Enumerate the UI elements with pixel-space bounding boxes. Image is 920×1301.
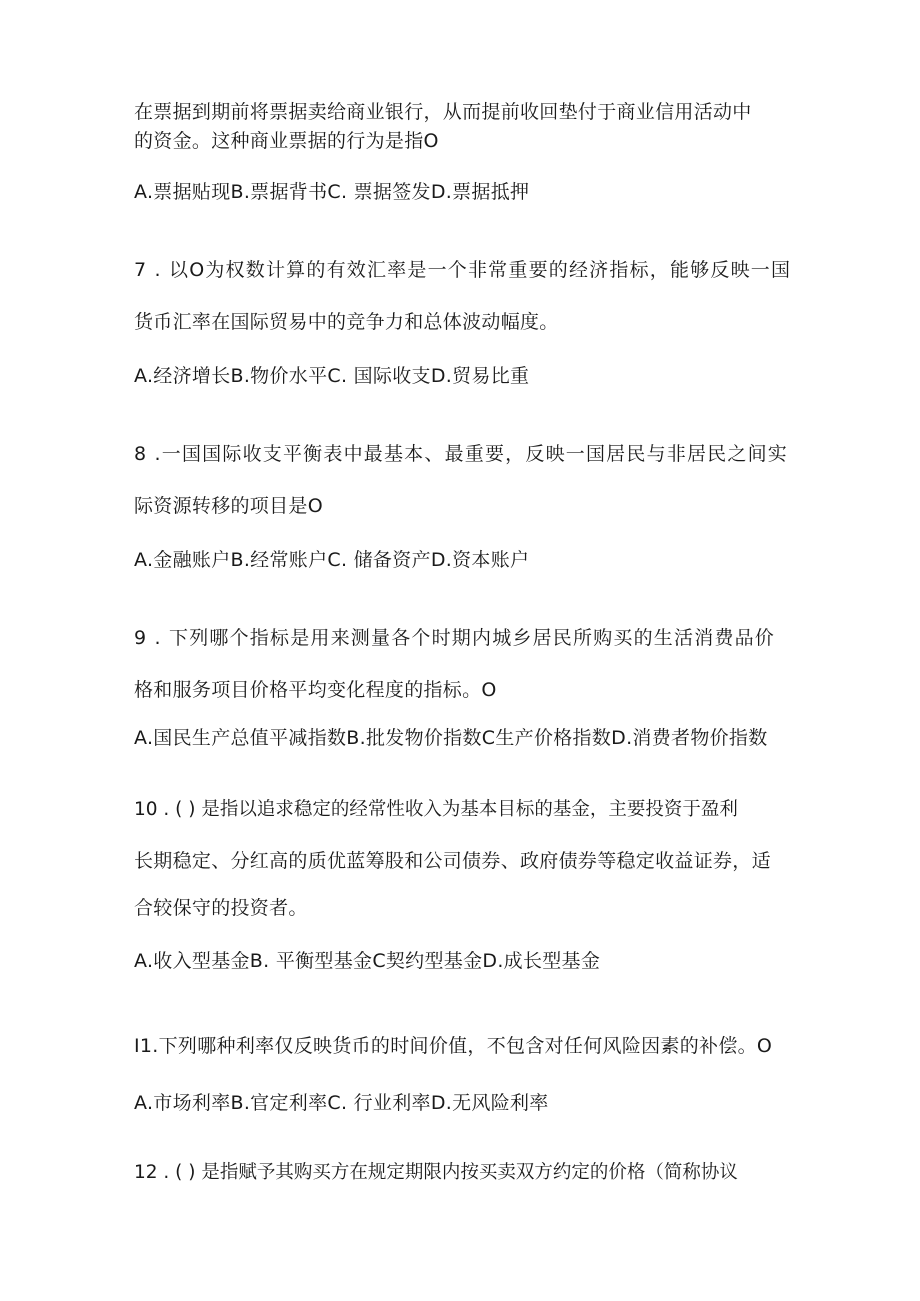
option-line: A.市场利率B.官定利率C. 行业利率D.无风险利率	[134, 1092, 549, 1114]
text-line: 合较保守的投资者。	[134, 897, 308, 919]
text-line: 格和服务项目价格平均变化程度的指标。O	[134, 679, 497, 701]
option-line: A.收入型基金B. 平衡型基金C契约型基金D.成长型基金	[134, 950, 601, 972]
question-line: 10 . ( ) 是指以追求稳定的经常性收入为基本目标的基金，主要投资于盈利	[134, 799, 738, 820]
question-line: 12 . ( ) 是指赋予其购买方在规定期限内按买卖双方约定的价格（简称协议	[134, 1162, 738, 1183]
option-line: A.国民生产总值平减指数B.批发物价指数C生产价格指数D.消费者物价指数	[134, 727, 768, 749]
question-line: 8 .一国国际收支平衡表中最基本、最重要，反映一国居民与非居民之间实	[134, 443, 788, 465]
text-line: 长期稳定、分红高的质优蓝筹股和公司债券、政府债券等稳定收益证券，适	[134, 850, 771, 872]
text-line: 际资源转移的项目是O	[134, 495, 323, 517]
question-line: I1.下列哪种利率仅反映货币的时间价值，不包含对任何风险因素的补偿。O	[134, 1035, 773, 1057]
option-line: A.票据贴现B.票据背书C. 票据签发D.票据抵押	[134, 181, 530, 203]
question-line: 9 . 下列哪个指标是用来测量各个时期内城乡居民所购买的生活消费品价	[134, 627, 776, 649]
question-line: 7 . 以O为权数计算的有效汇率是一个非常重要的经济指标，能够反映一国	[134, 259, 792, 281]
text-line: 的资金。这种商业票据的行为是指O	[134, 130, 439, 152]
option-line: A.金融账户B.经常账户C. 储备资产D.资本账户	[134, 549, 530, 571]
option-line: A.经济增长B.物价水平C. 国际收支D.贸易比重	[134, 365, 530, 387]
text-line: 在票据到期前将票据卖给商业银行，从而提前收回垫付于商业信用活动中	[134, 101, 752, 123]
text-line: 货币汇率在国际贸易中的竞争力和总体波动幅度。	[134, 311, 559, 333]
